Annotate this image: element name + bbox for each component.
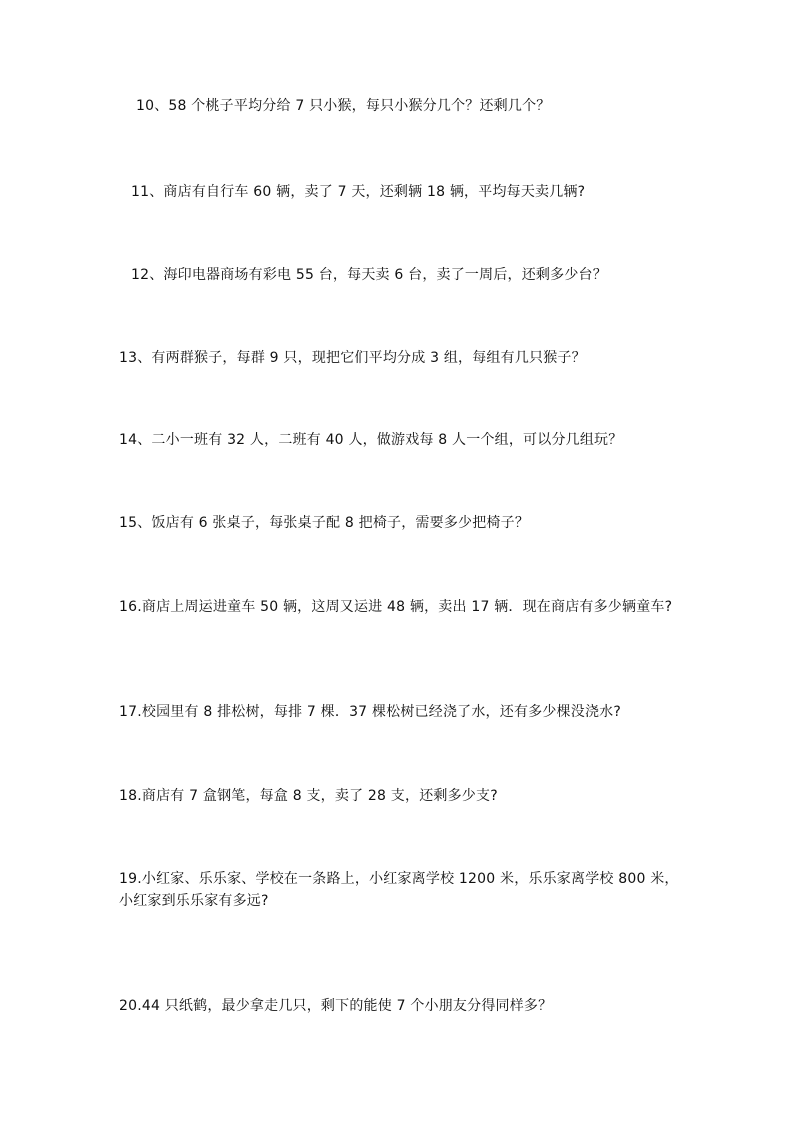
question-13: 13、有两群猴子，每群 9 只，现把它们平均分成 3 组，每组有几只猴子？ bbox=[119, 350, 586, 366]
question-17: 17.校园里有 8 排松树，每排 7 棵．37 棵松树已经浇了水，还有多少棵没浇水? bbox=[119, 704, 621, 720]
question-12: 12、海印电器商场有彩电 55 台，每天卖 6 台，卖了一周后，还剩多少台？ bbox=[131, 267, 607, 283]
question-18: 18.商店有 7 盒钢笔，每盒 8 支，卖了 28 支，还剩多少支? bbox=[119, 788, 498, 804]
question-14: 14、二小一班有 32 人，二班有 40 人，做游戏每 8 人一个组，可以分几组玩？ bbox=[119, 432, 623, 448]
question-20: 20.44 只纸鹤，最少拿走几只，剩下的能使 7 个小朋友分得同样多？ bbox=[119, 998, 553, 1014]
question-15: 15、饭店有 6 张桌子，每张桌子配 8 把椅子，需要多少把椅子？ bbox=[119, 515, 530, 531]
question-19: 19.小红家、乐乐家、学校在一条路上，小红家离学校 1200 米，乐乐家离学校 800 米，小红家到乐乐家有多远? bbox=[119, 871, 679, 909]
question-16: 16.商店上周运进童车 50 辆，这周又运进 48 辆，卖出 17 辆．现在商店有多少辆童车? bbox=[119, 599, 673, 615]
question-11: 11、商店有自行车 60 辆，卖了 7 天，还剩辆 18 辆，平均每天卖几辆? bbox=[131, 184, 586, 200]
question-10: 10、58 个桃子平均分给 7 只小猴，每只小猴分几个？还剩几个？ bbox=[136, 98, 551, 114]
